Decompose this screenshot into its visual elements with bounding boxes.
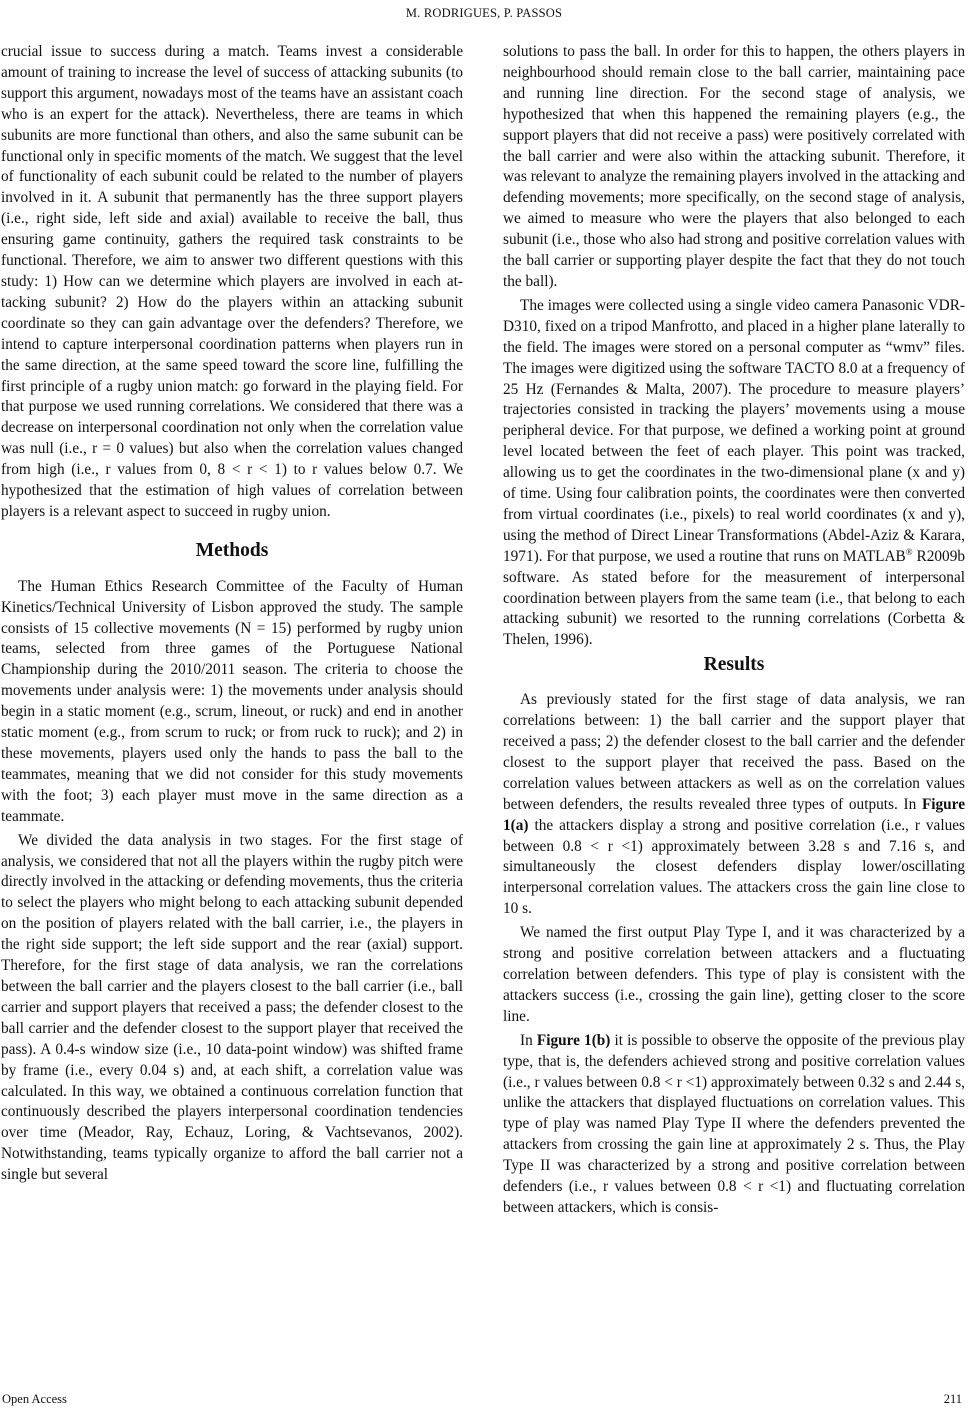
running-head: M. RODRIGUES, P. PASSOS [405,6,563,20]
paragraph: The Human Ethics Research Committee of the Faculty of Human Kinetics/Technical University of Lisbon approved the study. The sample consists of 15 collective movements (N = 15) performed by rugby union teams, selected from three games of the Portuguese National Championship during the 2010/2011 season. The criteria to choose the movements under analysis were: 1) the movements under analysis should begin in a static moment (e.g., scrum, lineout, or ruck) and end in another static moment (e.g., from scrum to ruck; or from ruck to ruck); and 2) in these movements, players used only the hands to pass the ball to the teammates, meaning that we did not consider for this study movements with the foot; 3) each player must move in the same direction as a teammate. [1,577,463,825]
page-number: 211 [943,1392,962,1406]
text-run: The images were collected using a single video camera Panasonic VDR-D310, fixed on a tripod Manfrotto, and placed in a higher plane laterally to the field. The images were stored on a personal computer as “wmv” files. The images were digitized using the software TACTO 8.0 at a frequency of 25 Hz (Fernandes & Malta, 2007). The procedure to measure players’ trajectories consisted in tracking the players’ movements using a mouse peripheral device. For that purpose, we defined a working point at ground level located between the feet of each player. This point was tracked, allowing us to get the coordinates in the two-dimensional plane (x and y) of time. Using four calibration points, the coordinates were then converted from virtual coordinates (i.e., pixels) to real world coordinates (x and y), using the method of Direct Linear Transformations (Abdel-Aziz & Karara, 1971). For that purpose, we used a routine that runs on MATLAB [503,296,965,565]
paragraph: crucial issue to success during a match. Teams invest a considerable amount of training to increase the level of success of attacking subunits (to support this argument, nowadays most of the teams have an assistant coach who is an expert for the attack). Nevertheless, there are teams in which subunits are more functional than others, and also the same subunit can be functional only in specific moments of the match. We suggest that the level of functionality of each subunit could be related to the number of players involved in it. A subunit that permanently has the three support players (i.e., right side, left side and axial) available to receive the ball, thus ensuring game continuity, gathers the required task constraints to be functional. Therefore, we aim to answer two different questions with this study: 1) How can we determine which players are involved in each attacking subunit? 2) How do the players within an attacking subunit coordinate so they can gain advantage over the defenders? Therefore, we intend to capture interpersonal coordination patterns when players run in the same direction, at the same speed toward the score line, fulfilling the first principle of a rugby union match: go forward in the playing field. For that purpose we used running correlations. We considered that there was a decrease on interpersonal coordination not only when the correlation value was null (i.e., r = 0 values) but also when the correlation values changed from high (i.e., r values from 0, 8 < r < 1) to r values below 0.7. We hypothesized that the estimation of high values of correlation between players is a relevant aspect to succeed in rugby union. [1,43,463,520]
registered-mark: ® [905,546,913,557]
paragraph: We divided the data analysis in two stages. For the first stage of analysis, we considered that not all the players within the rugby pitch were directly involved in the attacking or defending movements, thus the criteria to select the players who might belong to each attacking subunit depended on the position of players related with the ball carrier, i.e., the players in the right side support; the left side support and the rear (axial) support. Therefore, for the first stage of data analysis, we ran the correlations between the ball carrier and the players closest to the ball carrier (i.e., ball carrier and support players that received a pass; the defender closest to the ball carrier and the defender closest to the support player that received the pass). A 0.4-s window size (i.e., 10 data-point window) was shifted frame by frame (i.e., every 0.04 s) and, at each shift, a correlation value was calculated. In this way, we obtained a continuous correlation function that continuously described the players interpersonal coordination tendencies over time (Meador, Ray, Echauz, Loring, & Vachtsevanos, 2002). Notwithstanding, teams typically organize to afford the ball carrier not a single but several [1,831,463,1184]
paragraph: solutions to pass the ball. In order for this to happen, the others players in neighbourhood should remain close to the ball carrier, maintaining pace and running line direction. For the second stage of analysis, we hypothesized that when this happened the remaining players (e.g., the support players that did not receive a pass) were positively correlated with the ball carrier and were also within the attacking subunit. Therefore, it was relevant to analyze the remaining players involved in the attacking and defending movements; more specifically, on the second stage of analysis, we aimed to measure who were the players that also belonged to each subunit (i.e., those who also had strong and positive correlation values with the ball carrier or supporting player despite the fact that they do not touch the ball). [503,43,965,290]
text-run: it is possible to observe the opposite of the previous play type, that is, the defenders achieved strong and positive correlation values (i.e., r values between 0.8 < r <1) approximately between 0.32 s and 2.44 s, unlike the attackers that displayed fluctuations on correlation values. This type of play was named Play Type II where the defenders prevented the attackers from crossing the gain line at approximately 2 s. Thus, the Play Type II was characterized by a strong and positive correlation between defenders (i.e., r values between 0.8 < r <1) and fluctuating correlation between attackers, which is consis- [503,1031,965,1216]
section-heading-methods: Methods [195,539,269,561]
text-run: R2009b software. As stated before for the measurement of interpersonal coordination between players from the same team (i.e., that belong to each attacking subunit) we resorted to the running correlations (Corbetta & Thelen, 1996). [503,547,965,649]
figure-reference: Figure 1(b) [536,1031,611,1049]
footer-open-access: Open Access [2,1392,67,1406]
right-column [503,42,965,1219]
left-column [1,42,463,1186]
paragraph [503,296,965,651]
text-run: the attackers display a strong and positive correlation (i.e., r values between 0.8 < r <1) approximately between 3.28 s and 7.16 s, and simultaneously the closest defenders display lower/oscillating interpersonal correlation values. The attackers cross the gain line close to 10 s. [503,816,965,918]
figure-reference: Figure 1(a) [503,795,965,834]
paragraph [503,1031,965,1219]
text-run: As previously stated for the first stage of data analysis, we ran correlations between: 1) the ball carrier and the support player that received a pass; 2) the defender closest to the ball carrier and the defender closest to the support player that received the pass. Based on the correlation values between attackers as well as on the correlation values between defenders, the results revealed three types of outputs. In [503,691,965,813]
section-heading-results: Results [703,654,765,676]
paragraph [503,690,965,920]
paragraph: We named the first output Play Type I, and it was characterized by a strong and positive correlation between attackers and a fluctuating correlation between defenders. This type of play is consistent with the attackers success (i.e., crossing the gain line), getting closer to the score line. [503,924,965,1025]
text-run: In [520,1031,537,1049]
